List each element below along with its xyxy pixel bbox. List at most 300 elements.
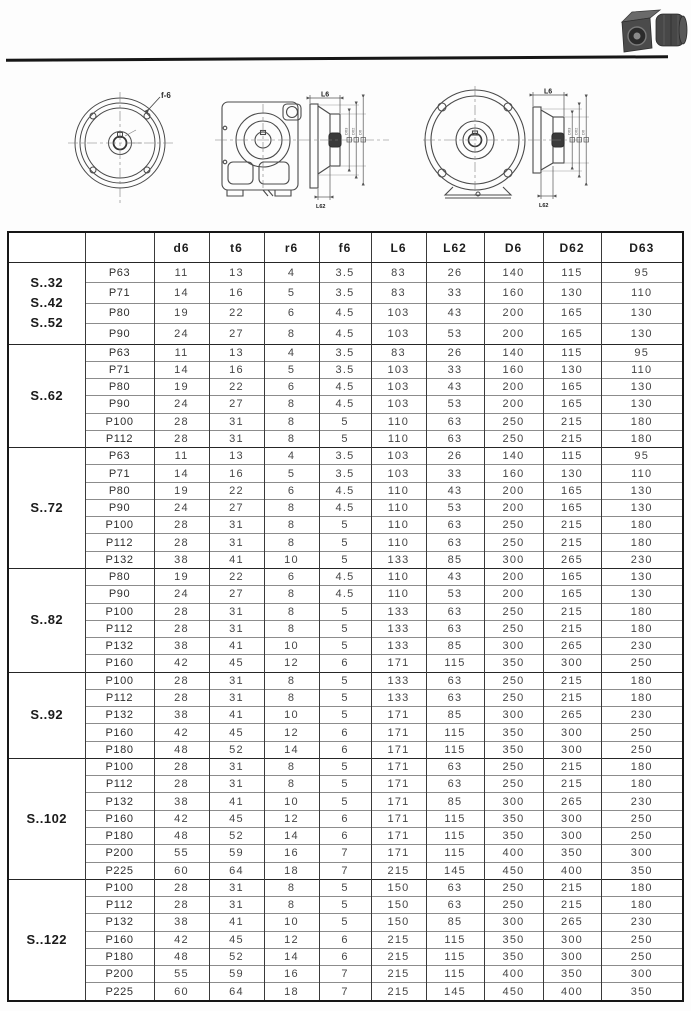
- cell-r6: 8: [264, 689, 319, 706]
- cell-t6: 31: [209, 758, 264, 775]
- cell-d6: 42: [154, 655, 209, 672]
- cell-D63: 300: [601, 966, 683, 983]
- cell-D62: 300: [543, 724, 601, 741]
- cell-f6: 5: [319, 897, 371, 914]
- table-row: [8, 966, 683, 983]
- cell-d6: 14: [154, 283, 209, 303]
- cell-t6: 52: [209, 828, 264, 845]
- cell-f6: 7: [319, 862, 371, 879]
- cell-L6: 215: [371, 948, 426, 965]
- cell-size: P63: [85, 448, 154, 465]
- cell-t6: 22: [209, 303, 264, 323]
- cell-size: P180: [85, 828, 154, 845]
- cell-t6: 31: [209, 776, 264, 793]
- cell-D63: 130: [601, 396, 683, 413]
- cell-r6: 6: [264, 482, 319, 499]
- cell-r6: 10: [264, 707, 319, 724]
- cell-D63: 250: [601, 741, 683, 758]
- cell-L62: 63: [426, 603, 484, 620]
- front-view-l6-label: L6: [544, 88, 553, 96]
- cell-f6: 7: [319, 983, 371, 1001]
- cell-L62: 145: [426, 862, 484, 879]
- cell-f6: 5: [319, 551, 371, 568]
- cell-L6: 133: [371, 551, 426, 568]
- cell-L6: 171: [371, 845, 426, 862]
- cell-d6: 19: [154, 482, 209, 499]
- cell-D63: 110: [601, 361, 683, 378]
- cell-D62: 300: [543, 931, 601, 948]
- cell-f6: 5: [319, 914, 371, 931]
- cell-t6: 31: [209, 430, 264, 447]
- table-row: [8, 344, 683, 361]
- cell-L62: 115: [426, 724, 484, 741]
- cell-d6: 38: [154, 707, 209, 724]
- header-D63: D63: [601, 232, 683, 263]
- cell-L62: 115: [426, 931, 484, 948]
- cell-t6: 13: [209, 344, 264, 361]
- cell-d6: 11: [154, 448, 209, 465]
- cell-f6: 6: [319, 948, 371, 965]
- cell-d6: 55: [154, 845, 209, 862]
- cell-L6: 215: [371, 931, 426, 948]
- cell-size: P80: [85, 482, 154, 499]
- cell-d6: 28: [154, 430, 209, 447]
- cell-f6: 3.5: [319, 465, 371, 482]
- cell-L62: 26: [426, 263, 484, 283]
- cell-L62: 85: [426, 914, 484, 931]
- cell-L6: 215: [371, 966, 426, 983]
- table-row: [8, 724, 683, 741]
- cell-D6: 200: [484, 379, 543, 396]
- cell-L6: 110: [371, 586, 426, 603]
- cell-L62: 63: [426, 620, 484, 637]
- cell-size: P112: [85, 534, 154, 551]
- cell-L62: 43: [426, 569, 484, 586]
- header-L6: L6: [371, 232, 426, 263]
- cell-D62: 215: [543, 517, 601, 534]
- cell-D63: 130: [601, 482, 683, 499]
- cell-L6: 103: [371, 324, 426, 344]
- cell-D63: 230: [601, 551, 683, 568]
- cell-r6: 8: [264, 499, 319, 516]
- cell-size: P160: [85, 931, 154, 948]
- cell-D62: 165: [543, 569, 601, 586]
- table-row: [8, 603, 683, 620]
- cell-L6: 171: [371, 793, 426, 810]
- cell-t6: 45: [209, 931, 264, 948]
- cell-f6: 5: [319, 413, 371, 430]
- cell-size: P112: [85, 776, 154, 793]
- cell-D63: 180: [601, 897, 683, 914]
- cell-f6: 5: [319, 603, 371, 620]
- cell-f6: 3.5: [319, 263, 371, 283]
- side-view-l6-label: L6: [321, 91, 330, 99]
- cell-size: P132: [85, 638, 154, 655]
- cell-r6: 6: [264, 379, 319, 396]
- cell-L6: 103: [371, 361, 426, 378]
- table-row: [8, 828, 683, 845]
- cell-L62: 115: [426, 966, 484, 983]
- table-row: [8, 379, 683, 396]
- cell-size: P160: [85, 655, 154, 672]
- cell-L6: 110: [371, 482, 426, 499]
- cell-L6: 110: [371, 430, 426, 447]
- cell-size: P100: [85, 517, 154, 534]
- table-row: [8, 741, 683, 758]
- cell-D6: 250: [484, 672, 543, 689]
- cell-D63: 350: [601, 862, 683, 879]
- cell-f6: 4.5: [319, 482, 371, 499]
- gearmotor-photo: [616, 6, 690, 62]
- cell-D63: 300: [601, 845, 683, 862]
- cell-D62: 130: [543, 361, 601, 378]
- cell-f6: 7: [319, 845, 371, 862]
- cell-D62: 265: [543, 707, 601, 724]
- cell-r6: 16: [264, 966, 319, 983]
- cell-L6: 150: [371, 914, 426, 931]
- cell-L6: 103: [371, 396, 426, 413]
- cell-D6: 250: [484, 413, 543, 430]
- front-view-d6-label: D6: [580, 129, 586, 135]
- cell-D6: 200: [484, 586, 543, 603]
- cell-t6: 13: [209, 263, 264, 283]
- cell-t6: 41: [209, 551, 264, 568]
- cell-L62: 53: [426, 499, 484, 516]
- cell-d6: 28: [154, 879, 209, 896]
- cell-f6: 6: [319, 810, 371, 827]
- cell-t6: 22: [209, 482, 264, 499]
- cell-D6: 350: [484, 931, 543, 948]
- cell-D62: 215: [543, 413, 601, 430]
- cell-r6: 10: [264, 914, 319, 931]
- drawing-flange-front-view: [64, 88, 196, 210]
- side-view-l62-label: L62: [316, 204, 326, 210]
- table-row: [8, 810, 683, 827]
- cell-D62: 300: [543, 810, 601, 827]
- cell-t6: 27: [209, 586, 264, 603]
- table-row: [8, 793, 683, 810]
- group-label: S..72: [8, 448, 85, 569]
- cell-D63: 230: [601, 638, 683, 655]
- cell-d6: 14: [154, 361, 209, 378]
- cell-D6: 400: [484, 845, 543, 862]
- cell-d6: 28: [154, 672, 209, 689]
- cell-D6: 250: [484, 620, 543, 637]
- cell-t6: 27: [209, 324, 264, 344]
- cell-D63: 110: [601, 283, 683, 303]
- cell-D6: 200: [484, 303, 543, 323]
- cell-D6: 200: [484, 396, 543, 413]
- table-row: [8, 569, 683, 586]
- cell-D6: 300: [484, 551, 543, 568]
- cell-D6: 250: [484, 879, 543, 896]
- cell-size: P132: [85, 793, 154, 810]
- cell-D6: 200: [484, 482, 543, 499]
- cell-r6: 8: [264, 758, 319, 775]
- table-row: [8, 482, 683, 499]
- cell-f6: 3.5: [319, 448, 371, 465]
- header-D6: D6: [484, 232, 543, 263]
- cell-D62: 115: [543, 344, 601, 361]
- table-row: [8, 396, 683, 413]
- cell-size: P180: [85, 741, 154, 758]
- cell-D62: 400: [543, 983, 601, 1001]
- cell-L6: 133: [371, 689, 426, 706]
- cell-L62: 85: [426, 707, 484, 724]
- cell-size: P63: [85, 344, 154, 361]
- cell-D63: 130: [601, 499, 683, 516]
- cell-D63: 95: [601, 263, 683, 283]
- table-row: [8, 983, 683, 1001]
- cell-L62: 53: [426, 324, 484, 344]
- cell-L62: 63: [426, 689, 484, 706]
- cell-size: P100: [85, 758, 154, 775]
- cell-D6: 300: [484, 793, 543, 810]
- cell-t6: 27: [209, 396, 264, 413]
- cell-d6: 28: [154, 689, 209, 706]
- cell-d6: 24: [154, 324, 209, 344]
- cell-t6: 41: [209, 638, 264, 655]
- cell-L6: 110: [371, 413, 426, 430]
- table-row: [8, 689, 683, 706]
- cell-size: P112: [85, 620, 154, 637]
- cell-D63: 180: [601, 672, 683, 689]
- cell-D6: 160: [484, 465, 543, 482]
- cell-D62: 215: [543, 603, 601, 620]
- cell-r6: 8: [264, 413, 319, 430]
- cell-size: P132: [85, 914, 154, 931]
- cell-r6: 5: [264, 361, 319, 378]
- cell-t6: 31: [209, 517, 264, 534]
- cell-L62: 43: [426, 303, 484, 323]
- header-group: [8, 232, 85, 263]
- cell-f6: 4.5: [319, 303, 371, 323]
- cell-D63: 130: [601, 586, 683, 603]
- flange-callout-label: f-6: [161, 91, 171, 100]
- cell-L62: 63: [426, 413, 484, 430]
- cell-t6: 41: [209, 707, 264, 724]
- cell-d6: 48: [154, 828, 209, 845]
- cell-L62: 115: [426, 828, 484, 845]
- group-label: S..62: [8, 344, 85, 448]
- cell-f6: 4.5: [319, 396, 371, 413]
- cell-size: P200: [85, 966, 154, 983]
- cell-L6: 133: [371, 638, 426, 655]
- cell-r6: 10: [264, 551, 319, 568]
- cell-D6: 250: [484, 758, 543, 775]
- table-row: [8, 776, 683, 793]
- cell-D62: 400: [543, 862, 601, 879]
- cell-r6: 8: [264, 879, 319, 896]
- cell-D6: 400: [484, 966, 543, 983]
- table-row: [8, 707, 683, 724]
- cell-d6: 42: [154, 931, 209, 948]
- cell-L62: 63: [426, 879, 484, 896]
- cell-D63: 180: [601, 620, 683, 637]
- cell-f6: 6: [319, 655, 371, 672]
- cell-D63: 130: [601, 569, 683, 586]
- cell-D63: 180: [601, 758, 683, 775]
- cell-D63: 250: [601, 810, 683, 827]
- header-t6: t6: [209, 232, 264, 263]
- cell-r6: 14: [264, 828, 319, 845]
- cell-size: P100: [85, 879, 154, 896]
- cell-D63: 180: [601, 776, 683, 793]
- header-r6: r6: [264, 232, 319, 263]
- cell-r6: 4: [264, 448, 319, 465]
- cell-size: P63: [85, 263, 154, 283]
- cell-size: P100: [85, 672, 154, 689]
- cell-r6: 12: [264, 724, 319, 741]
- cell-size: P225: [85, 862, 154, 879]
- cell-D62: 165: [543, 482, 601, 499]
- cell-t6: 52: [209, 741, 264, 758]
- cell-D62: 165: [543, 324, 601, 344]
- cell-D63: 250: [601, 655, 683, 672]
- cell-L62: 85: [426, 551, 484, 568]
- cell-D6: 140: [484, 448, 543, 465]
- cell-size: P112: [85, 689, 154, 706]
- table-row: [8, 638, 683, 655]
- cell-D62: 215: [543, 776, 601, 793]
- table-row: [8, 620, 683, 637]
- cell-t6: 31: [209, 897, 264, 914]
- table-row: [8, 758, 683, 775]
- table-row: [8, 672, 683, 689]
- cell-t6: 31: [209, 603, 264, 620]
- cell-D62: 165: [543, 379, 601, 396]
- cell-r6: 14: [264, 741, 319, 758]
- cell-r6: 5: [264, 465, 319, 482]
- cell-L6: 133: [371, 620, 426, 637]
- table-row: [8, 655, 683, 672]
- cell-size: P71: [85, 283, 154, 303]
- cell-D6: 160: [484, 361, 543, 378]
- cell-d6: 19: [154, 379, 209, 396]
- cell-L6: 83: [371, 263, 426, 283]
- cell-L6: 215: [371, 983, 426, 1001]
- cell-t6: 22: [209, 569, 264, 586]
- cell-size: P200: [85, 845, 154, 862]
- cell-D62: 300: [543, 948, 601, 965]
- group-label: S..122: [8, 879, 85, 1001]
- cell-d6: 24: [154, 396, 209, 413]
- cell-D6: 250: [484, 689, 543, 706]
- cell-f6: 5: [319, 689, 371, 706]
- cell-f6: 3.5: [319, 283, 371, 303]
- cell-size: P160: [85, 724, 154, 741]
- cell-f6: 5: [319, 776, 371, 793]
- table-row: [8, 948, 683, 965]
- cell-D62: 265: [543, 551, 601, 568]
- cell-t6: 22: [209, 379, 264, 396]
- cell-D62: 350: [543, 966, 601, 983]
- cell-f6: 5: [319, 517, 371, 534]
- cell-size: P71: [85, 361, 154, 378]
- cell-t6: 41: [209, 793, 264, 810]
- cell-L6: 110: [371, 569, 426, 586]
- cell-r6: 6: [264, 303, 319, 323]
- cell-f6: 4.5: [319, 499, 371, 516]
- cell-L6: 103: [371, 465, 426, 482]
- cell-t6: 59: [209, 966, 264, 983]
- cell-L6: 110: [371, 517, 426, 534]
- cell-r6: 8: [264, 603, 319, 620]
- cell-L62: 26: [426, 448, 484, 465]
- table-row: [8, 534, 683, 551]
- cell-D62: 300: [543, 655, 601, 672]
- cell-L62: 26: [426, 344, 484, 361]
- table-header-row: [8, 232, 683, 263]
- table-row: [8, 263, 683, 283]
- cell-D62: 300: [543, 741, 601, 758]
- side-view-d62-label: D62: [350, 127, 356, 135]
- cell-L6: 110: [371, 534, 426, 551]
- cell-d6: 24: [154, 499, 209, 516]
- cell-D63: 180: [601, 430, 683, 447]
- cell-d6: 11: [154, 263, 209, 283]
- cell-D62: 265: [543, 914, 601, 931]
- cell-L62: 33: [426, 283, 484, 303]
- cell-t6: 41: [209, 914, 264, 931]
- cell-size: P90: [85, 324, 154, 344]
- cell-D6: 200: [484, 324, 543, 344]
- cell-L62: 63: [426, 758, 484, 775]
- cell-D62: 215: [543, 758, 601, 775]
- cell-f6: 5: [319, 707, 371, 724]
- cell-D62: 115: [543, 263, 601, 283]
- cell-D62: 215: [543, 897, 601, 914]
- drawing-gearbox-side-view: [213, 90, 393, 230]
- cell-D6: 350: [484, 724, 543, 741]
- cell-r6: 8: [264, 897, 319, 914]
- cell-L6: 133: [371, 672, 426, 689]
- cell-t6: 13: [209, 448, 264, 465]
- cell-D63: 250: [601, 948, 683, 965]
- dimension-table: [7, 231, 684, 1002]
- cell-d6: 28: [154, 776, 209, 793]
- table-row: [8, 931, 683, 948]
- cell-L6: 171: [371, 724, 426, 741]
- cell-t6: 45: [209, 655, 264, 672]
- cell-size: P71: [85, 465, 154, 482]
- cell-f6: 4.5: [319, 586, 371, 603]
- cell-D6: 450: [484, 862, 543, 879]
- table-row: [8, 465, 683, 482]
- table-row: [8, 430, 683, 447]
- cell-t6: 31: [209, 534, 264, 551]
- cell-r6: 8: [264, 586, 319, 603]
- cell-D62: 215: [543, 620, 601, 637]
- cell-d6: 38: [154, 638, 209, 655]
- cell-r6: 10: [264, 638, 319, 655]
- cell-f6: 5: [319, 534, 371, 551]
- cell-D62: 165: [543, 303, 601, 323]
- cell-D62: 215: [543, 430, 601, 447]
- cell-L6: 171: [371, 776, 426, 793]
- cell-L6: 171: [371, 707, 426, 724]
- cell-D6: 200: [484, 499, 543, 516]
- cell-r6: 8: [264, 396, 319, 413]
- cell-L6: 171: [371, 655, 426, 672]
- cell-L6: 150: [371, 897, 426, 914]
- side-view-d63-label: D63: [343, 127, 349, 135]
- cell-d6: 55: [154, 966, 209, 983]
- cell-D6: 250: [484, 517, 543, 534]
- cell-r6: 8: [264, 534, 319, 551]
- cell-L6: 103: [371, 303, 426, 323]
- cell-size: P112: [85, 430, 154, 447]
